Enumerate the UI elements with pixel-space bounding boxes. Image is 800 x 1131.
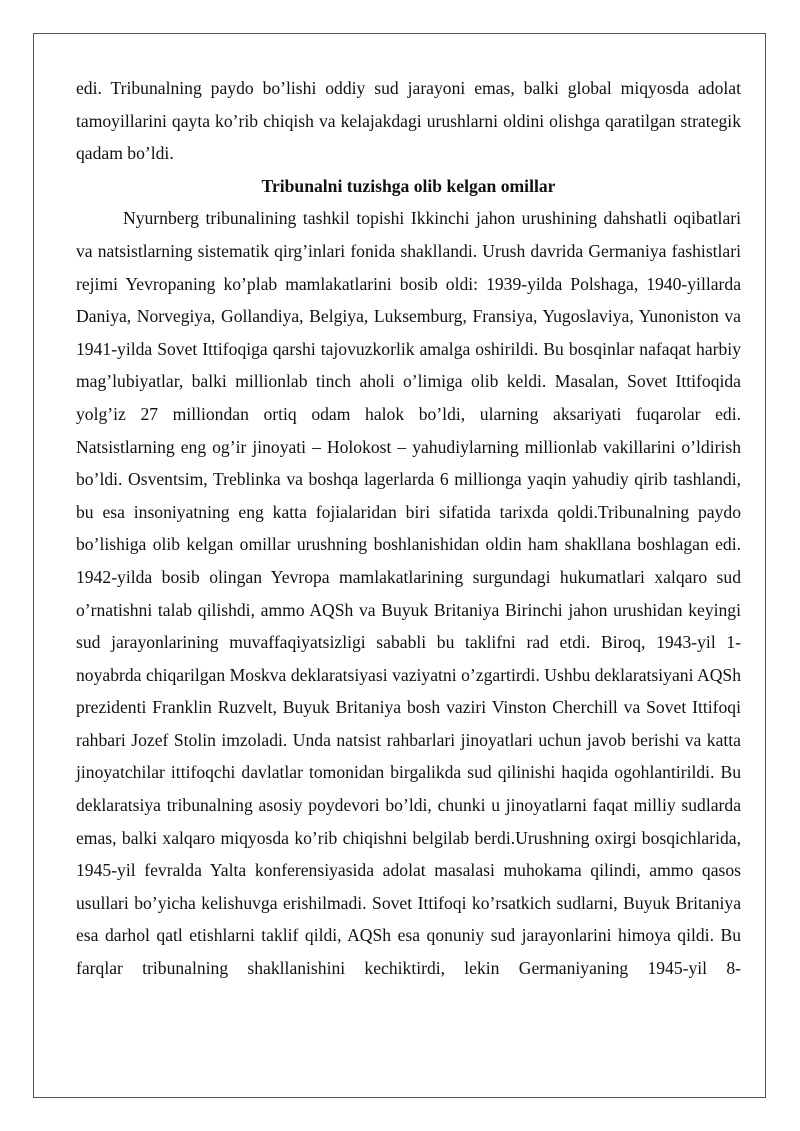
- paragraph-continuation: edi. Tribunalning paydo bo’lishi oddiy sud jarayoni emas, balki global miqyosda adolat tamoyillarini qayta ko’rib chiqish va kelajakdagi urushlarni oldini olishga qaratilgan strategik qadam bo’ldi.: [76, 78, 741, 164]
- document-body: [76, 72, 741, 985]
- paragraph-factors: Nyurnberg tribunalining tashkil topishi Ikkinchi jahon urushining dahshatli oqibatlari va natsistlarning sistematik qirg’inlari fonida shakllandi. Urush davrida Germaniya fashistlari rejimi Yevropaning ko’plab mamlakatlarini bosib oldi: 1939-yilda Polshaga, 1940-yillarda Daniya, Norvegiya, Gollandiya, Belgiya, Luksemburg, Fransiya, Yugoslaviya, Yunoniston va 1941-yilda Sovet Ittifoqiga qarshi tajovuzkorlik amalga oshirildi. Bu bosqinlar nafaqat harbiy mag’lubiyatlar, balki millionlab tinch aholi o’limiga olib keldi. Masalan, Sovet Ittifoqida yolg’iz 27 milliondan ortiq odam halok bo’ldi, ularning aksariyati fuqarolar edi. Natsistlarning eng og’ir jinoyati – Holokost – yahudiylarning millionlab vakillarini o’ldirish bo’ldi. Osventsim, Treblinka va boshqa lagerlarda 6 millionga yaqin yahudiy qirib tashlandi, bu esa insoniyatning eng katta fojialaridan biri sifatida tarixda qoldi.Tribunalning paydo bo’lishiga olib kelgan omillar urushning boshlanishidan oldin ham shakllana boshlagan edi. 1942-yilda bosib olingan Yevropa mamlakatlarining surgundagi hukumatlari xalqaro sud o’rnatishni talab qilishdi, ammo AQSh va Buyuk Britaniya Birinchi jahon urushidan keyingi sud jarayonlarining muvaffaqiyatsizligi sababli bu taklifni rad etdi. Biroq, 1943-yil 1-noyabrda chiqarilgan Moskva deklaratsiyasi vaziyatni o’zgartirdi. Ushbu deklaratsiyani AQSh prezidenti Franklin Ruzvelt, Buyuk Britaniya bosh vaziri Vinston Cherchill va Sovet Ittifoqi rahbari Jozef Stolin imzoladi. Unda natsist rahbarlari jinoyatlari uchun javob berishi va katta jinoyatchilar ittifoqchi davlatlar tomonidan birgalikda sud qilinishi haqida ogohlantirildi. Bu deklaratsiya tribunalning asosiy poydevori bo’ldi, chunki u jinoyatlarni faqat milliy sudlarda emas, balki xalqaro miqyosda ko’rib chiqishni belgilab berdi.Urushning oxirgi bosqichlarida, 1945-yil fevralda Yalta konferensiyasida adolat masalasi muhokama qilindi, ammo qasos usullari bo’yicha kelishuvga erishilmadi. Sovet Ittifoqi ko’rsatkich sudlarni, Buyuk Britaniya esa darhol qatl etishlarni taklif qildi, AQSh esa qonuniy sud jarayonlarini himoya qildi. Bu farqlar tribunalning shakllanishini kechiktirdi, lekin Germaniyaning 1945-yil 8-: [76, 208, 741, 979]
- section-heading: Tribunalni tuzishga olib kelgan omillar: [261, 175, 556, 196]
